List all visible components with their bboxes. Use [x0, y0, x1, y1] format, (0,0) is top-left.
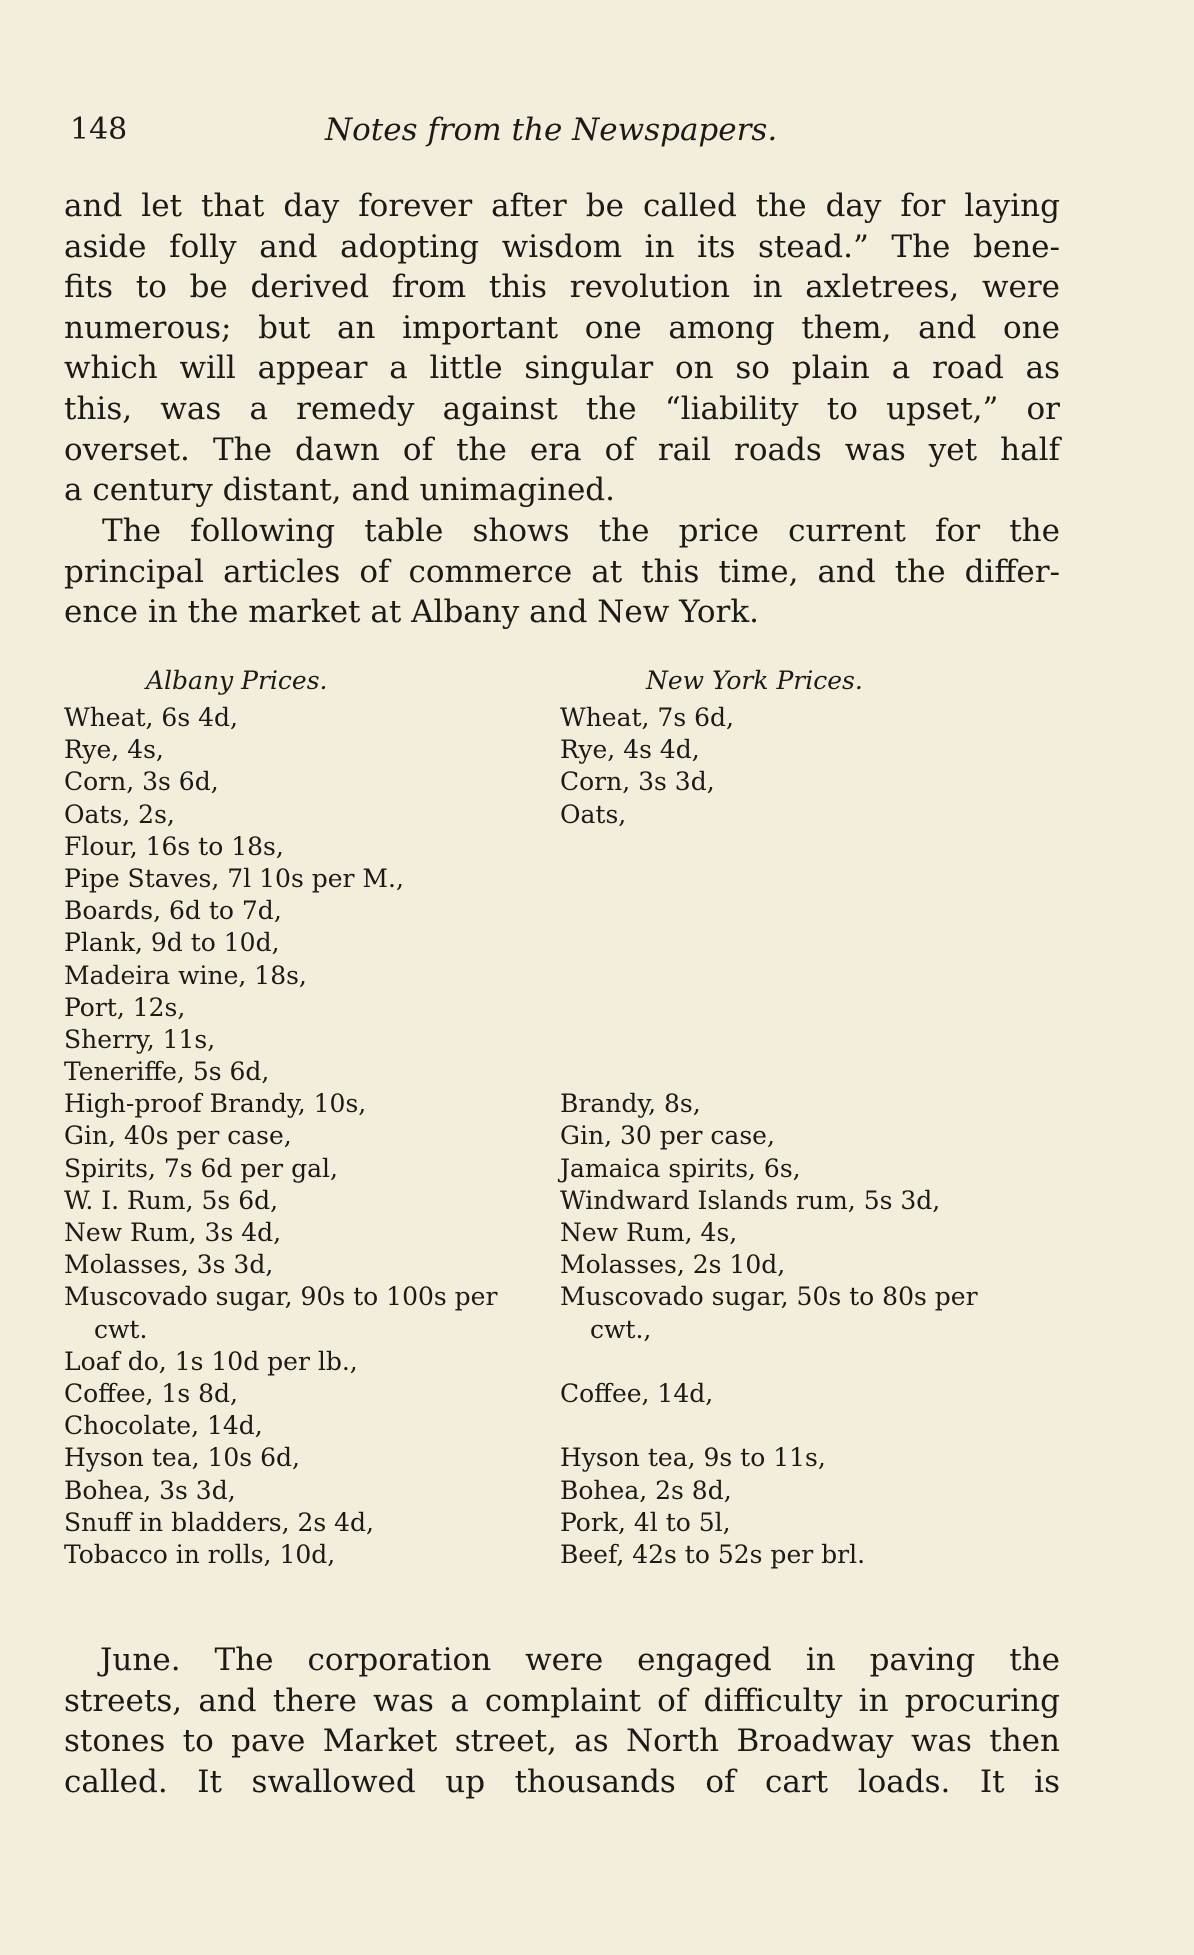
albany-price-row: Tobacco in rolls, 10d, — [64, 1539, 336, 1569]
albany-price-row: cwt. — [94, 1314, 148, 1344]
albany-price-row: Pipe Staves, 7l 10s per M., — [64, 863, 404, 893]
newyork-price-row: Wheat, 7s 6d, — [560, 703, 734, 732]
albany-price-row: Boards, 6d to 7d, — [64, 896, 282, 926]
newyork-price-row: Oats, — [560, 799, 627, 829]
albany-price-row: Wheat, 6s 4d, — [64, 703, 238, 732]
text-line: The following table shows the price current for the — [102, 513, 1060, 549]
newyork-price-row: Beef, 42s to 52s per brl. — [560, 1539, 866, 1569]
text-line: numerous; but an important one among them, and one — [64, 309, 1060, 346]
albany-price-row: Bohea, 3s 3d, — [64, 1475, 236, 1505]
newyork-price-row: Muscovado sugar, 50s to 80s per — [560, 1282, 978, 1312]
newyork-price-row — [560, 992, 978, 1024]
newyork-price-row — [560, 927, 978, 959]
albany-price-row: Snuff in bladders, 2s 4d, — [64, 1507, 374, 1537]
albany-prices-column — [64, 702, 497, 1571]
newyork-price-row: Pork, 4l to 5l, — [560, 1507, 731, 1537]
paragraph-price-intro — [64, 511, 1060, 633]
albany-price-row: Oats, 2s, — [64, 799, 175, 829]
newyork-price-row: Molasses, 2s 10d, — [560, 1250, 786, 1280]
newyork-price-row — [560, 1024, 978, 1056]
text-line: June. The corporation were engaged in paving the — [100, 1642, 1060, 1678]
newyork-price-row — [560, 1056, 978, 1088]
newyork-price-row — [560, 895, 978, 927]
text-line: stones to pave Market street, as North Broadway was then — [64, 1723, 1060, 1760]
albany-price-row: New Rum, 3s 4d, — [64, 1218, 282, 1247]
text-line: fits to be derived from this revolution in axletrees, were — [64, 269, 1060, 306]
albany-price-row: Gin, 40s per case, — [64, 1121, 292, 1151]
albany-prices-heading: Albany Prices. — [146, 666, 328, 695]
newyork-price-row: Brandy, 8s, — [560, 1089, 701, 1119]
albany-price-row: Coffee, 1s 8d, — [64, 1378, 238, 1408]
newyork-prices-heading: New York Prices. — [646, 666, 863, 695]
paragraph-june-paving — [64, 1640, 1060, 1802]
albany-price-row: Rye, 4s, — [64, 735, 164, 765]
text-line: overset. The dawn of the era of rail roads was yet half — [64, 431, 1060, 468]
page-header — [70, 112, 1070, 162]
albany-price-row: Loaf do, 1s 10d per lb., — [64, 1346, 358, 1376]
text-line: this, was a remedy against the “liability to upset,” or — [64, 390, 1060, 427]
paragraph-axletrees — [64, 186, 1060, 511]
text-line: and let that day forever after be called the day for laying — [64, 188, 1060, 224]
newyork-price-row: cwt., — [590, 1314, 652, 1344]
albany-price-row: Teneriffe, 5s 6d, — [64, 1057, 270, 1087]
albany-price-row: Sherry, 11s, — [64, 1024, 216, 1054]
albany-price-row: Corn, 3s 6d, — [64, 767, 219, 797]
newyork-price-row — [560, 863, 978, 895]
newyork-price-row — [560, 960, 978, 992]
page-number: 148 — [70, 112, 128, 147]
newyork-price-row: Corn, 3s 3d, — [560, 767, 715, 797]
newyork-price-row: Jamaica spirits, 6s, — [560, 1153, 801, 1183]
albany-price-row: Flour, 16s to 18s, — [64, 831, 284, 861]
albany-price-row: Madeira wine, 18s, — [64, 960, 307, 990]
newyork-price-row — [560, 1346, 978, 1378]
text-line: called. It swallowed up thousands of cart loads. It is — [64, 1763, 1060, 1800]
albany-price-row: Chocolate, 14d, — [64, 1411, 263, 1441]
albany-price-row: W. I. Rum, 5s 6d, — [64, 1185, 279, 1215]
albany-price-row: Hyson tea, 10s 6d, — [64, 1443, 300, 1473]
albany-price-row: Plank, 9d to 10d, — [64, 928, 280, 958]
albany-price-row: Spirits, 7s 6d per gal, — [64, 1153, 338, 1183]
text-line: a century distant, and unimagined. — [64, 472, 615, 509]
text-line: which will appear a little singular on so plain a road as — [64, 350, 1060, 387]
newyork-price-row: Bohea, 2s 8d, — [560, 1475, 732, 1505]
text-line: principal articles of commerce at this time, and the differ- — [64, 553, 1060, 590]
text-line: aside folly and adopting wisdom in its stead.” The bene- — [64, 228, 1060, 265]
newyork-price-row: Hyson tea, 9s to 11s, — [560, 1443, 826, 1473]
albany-price-row: Molasses, 3s 3d, — [64, 1250, 274, 1280]
newyork-price-row: Rye, 4s 4d, — [560, 735, 700, 765]
running-title: Notes from the Newspapers. — [325, 112, 778, 148]
newyork-price-row: Coffee, 14d, — [560, 1378, 714, 1408]
newyork-price-row — [560, 831, 978, 863]
newyork-prices-column — [560, 702, 978, 1571]
newyork-price-row — [560, 1410, 978, 1442]
newyork-price-row: New Rum, 4s, — [560, 1218, 738, 1247]
text-line: streets, and there was a complaint of difficulty in procuring — [64, 1682, 1060, 1719]
newyork-price-row: Windward Islands rum, 5s 3d, — [560, 1185, 941, 1215]
albany-price-row: Port, 12s, — [64, 992, 186, 1022]
albany-price-row: Muscovado sugar, 90s to 100s per — [64, 1282, 498, 1312]
newyork-price-row: Gin, 30 per case, — [560, 1121, 775, 1151]
albany-price-row: High-proof Brandy, 10s, — [64, 1089, 367, 1119]
text-line: ence in the market at Albany and New York. — [64, 594, 760, 631]
